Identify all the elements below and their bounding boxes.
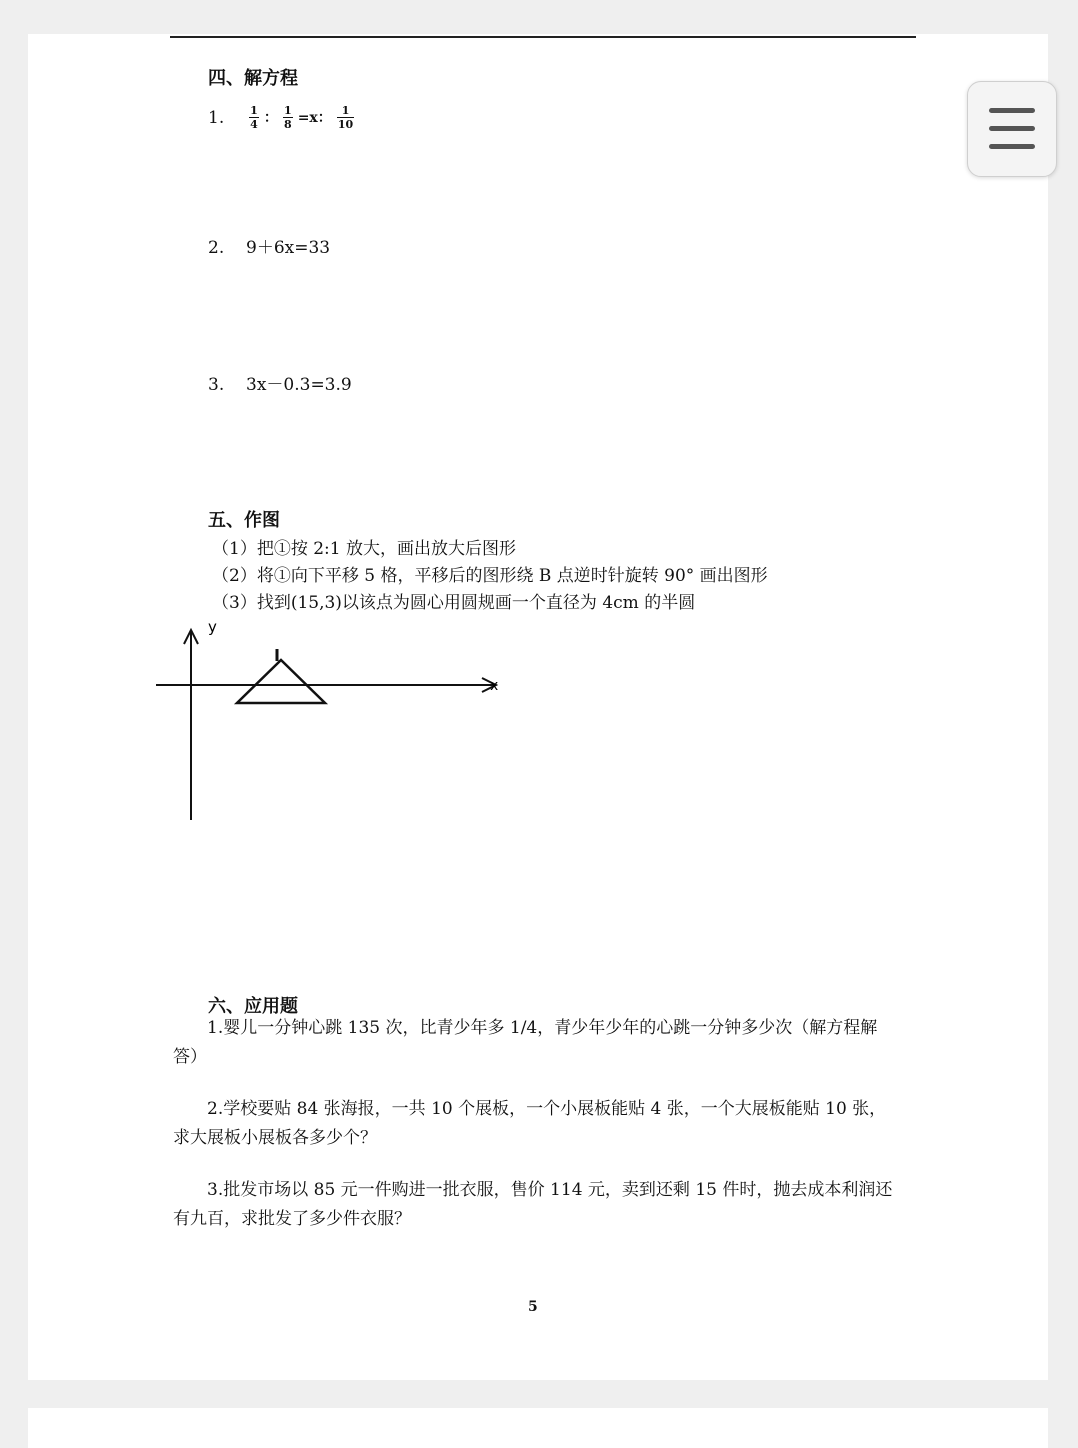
equation-1: 1. $\frac{1}{4}$ ： $\frac{1}{8}$ =x： $\frac{1}{10}$ [208,104,354,131]
menu-button[interactable] [967,81,1057,177]
y-axis-label: y [208,618,217,636]
fraction-1-4: $\frac{1}{4}$ [250,104,258,131]
top-rule [170,36,916,38]
fraction-1-10: $\frac{1}{10}$ [337,104,354,131]
next-page-edge [28,1408,1048,1448]
word-problem-2: 2.学校要贴 84 张海报，一共 10 个展板，一个小展板能贴 4 张，一个大展板能贴 10 张，求大展板小展板各多少个？ [173,1099,887,1148]
document-page [28,34,1048,1380]
coordinate-figure [148,614,508,824]
equation-2-text: 9＋6x=33 [246,238,331,258]
equation-3-text: 3x－0.3=3.9 [246,375,352,395]
drawing-task-3: （3）找到(15,3)以该点为圆心用圆规画一个直径为 4cm 的半圆 [212,593,696,613]
section6-title: 六、应用题 [208,996,298,1017]
fraction-1-8: $\frac{1}{8}$ [283,104,292,131]
equation-3 [208,370,352,395]
page-number: 5 [528,1299,538,1315]
drawing-task-2: （2）将①向下平移 5 格，平移后的图形绕 B 点逆时针旋转 90° 画出图形 [212,566,768,586]
section4-title: 四、解方程 [208,68,298,89]
word-problem-3: 3.批发市场以 85 元一件购进一批衣服，售价 114 元，卖到还剩 15 件时，抛去成本利润还有九百，求批发了多少件衣服？ [173,1180,893,1229]
equation-2-number: 2. [208,238,225,258]
x-axis-label: x [490,678,499,694]
equation-3-number: 3. [208,375,225,395]
triangle-shape [237,660,325,703]
drawing-task-1: （1）把①按 2:1 放大，画出放大后图形 [212,539,516,559]
section5-title: 五、作图 [208,510,280,531]
equation-1-number: 1. [208,107,225,128]
word-problem-1: 1.婴儿一分钟心跳 135 次，比青少年多 1/4，青少年少年的心跳一分钟多少次（解方程解答） [173,1018,878,1067]
equation-2 [208,233,330,258]
